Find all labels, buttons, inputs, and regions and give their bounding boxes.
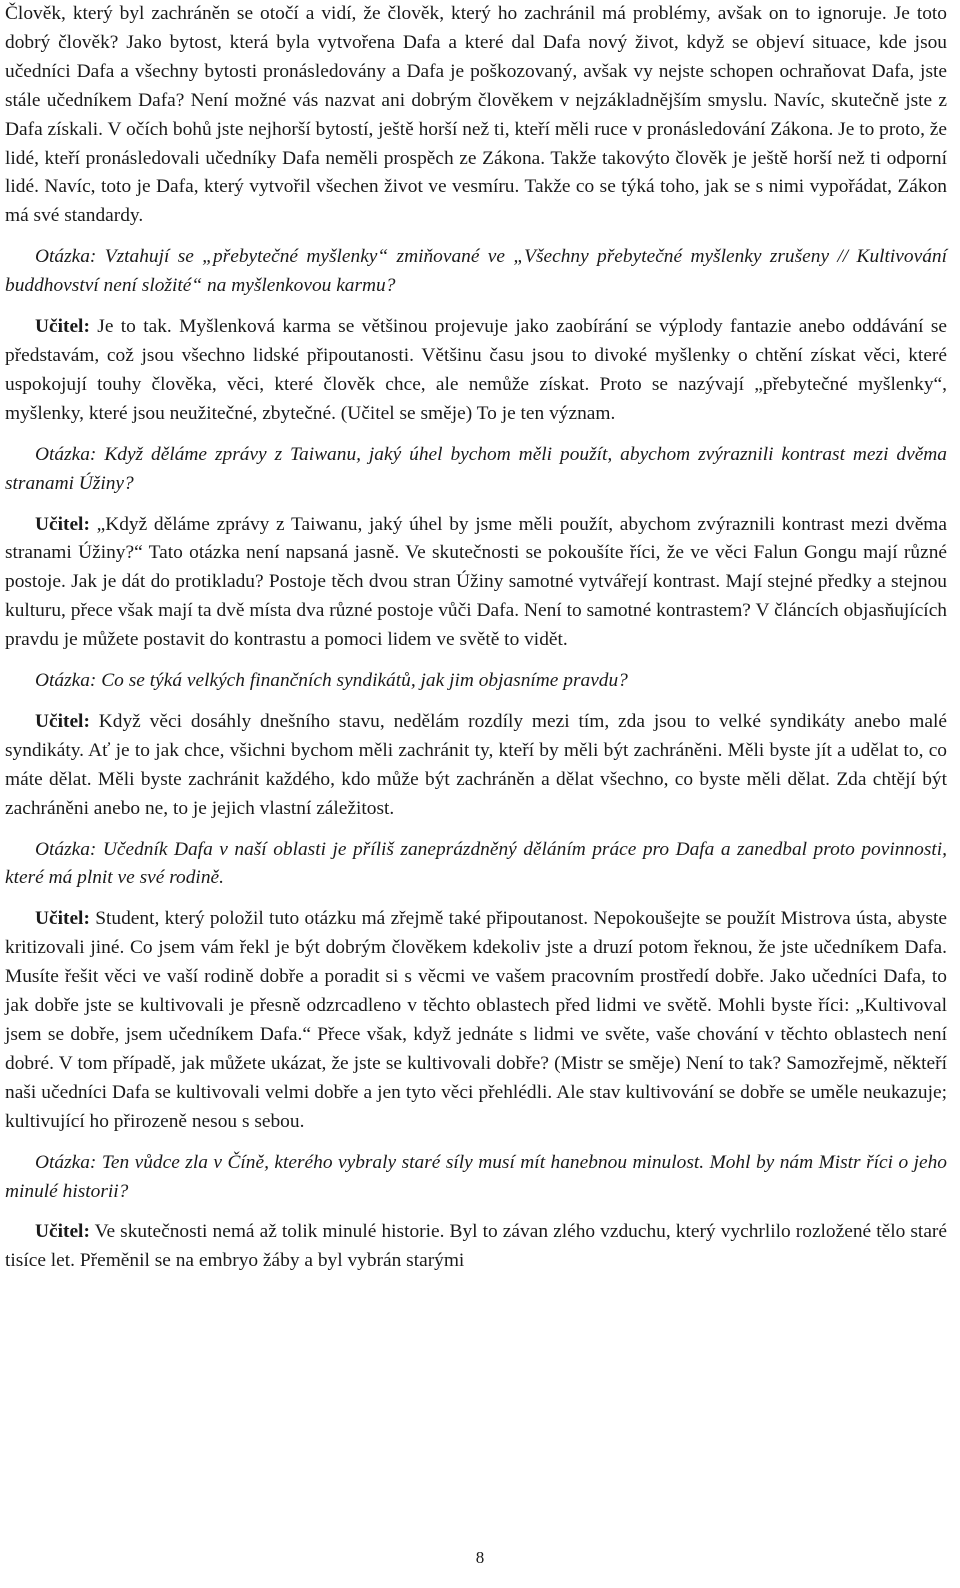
teacher-label: Učitel:: [35, 513, 90, 535]
answer-paragraph: [5, 708, 947, 824]
teacher-label: Učitel:: [35, 710, 90, 732]
teacher-label: Učitel:: [35, 908, 90, 930]
answer-paragraph: [5, 511, 947, 656]
question-paragraph: Otázka: Učedník Dafa v naší oblasti je příliš zaneprázdněný děláním práce pro Dafa a zanedbal proto povinnosti, které má plnit ve své rodině.: [5, 838, 947, 889]
answer-text: „Když děláme zprávy z Taiwanu, jaký úhel by jsme měli použít, abychom zvýraznili kontrast mezi dvěma stranami Úžiny?“ Tato otázka není napsaná jasně. Ve skutečnosti se pokoušíte říci, že ve věci Falun Gongu mají různé postoje. Jak je dát do protikladu? Postoje těch dvou stran Úžiny samotné vytvářejí kontrast. Mají stejné předky a stejnou kulturu, přece však mají ta dvě místa dva různé postoje vůči Dafa. Není to samotné kontrastem? V článcích objasňujících pravdu je můžete postavit do kontrastu a pomoci lidem ve světě to vidět.: [5, 513, 947, 651]
document-body: [5, 0, 947, 1276]
answer-text: Je to tak. Myšlenková karma se většinou projevuje jako zaobírání se výplody fantazie anebo oddávání se představám, což jsou všechno lidské připoutanosti. Většinu času jsou to divoké myšlenky o chtění získat věci, které uspokojují touhy člověka, věci, které člověk chce, ale nemůže získat. Proto se nazývají „přebytečné myšlenky“, myšlenky, které jsou neužitečné, zbytečné. (Učitel se směje) To je ten význam.: [5, 316, 947, 424]
question-paragraph: Otázka: Ten vůdce zla v Číně, kterého vybraly staré síly musí mít hanebnou minulost. Mohl by nám Mistr říci o jeho minulé historii?: [5, 1151, 947, 1202]
question-paragraph: Otázka: Když děláme zprávy z Taiwanu, jaký úhel bychom měli použít, abychom zvýraznili kontrast mezi dvěma stranami Úžiny?: [5, 443, 947, 494]
teacher-label: Učitel:: [35, 1221, 90, 1243]
answer-paragraph: [5, 1218, 947, 1276]
question-paragraph: Otázka: Co se týká velkých finančních syndikátů, jak jim objasníme pravdu?: [35, 670, 628, 692]
paragraph-intro: Člověk, který byl zachráněn se otočí a vidí, že člověk, který ho zachránil má problémy, avšak on to ignoruje. Je toto dobrý člověk? Jako bytost, která byla vytvořena Dafa a které dal Dafa nový život, když se objeví situace, kde jsou učedníci Dafa a všechny bytosti pronásledovány a Dafa je poškozovaný, avšak vy nejste schopen ochraňovat Dafa, jste stále učedníkem Dafa? Není možné vás nazvat ani dobrým člověkem v nejzákladnějším smyslu. Navíc, skutečně jste z Dafa získali. V očích bohů jste nejhorší bytostí, ještě horší než ti, kteří měli ruce v pronásledování Zákona. Je to proto, že lidé, kteří pronásledovali učedníky Dafa neměli prospěch ze Zákona. Takže takovýto člověk je ještě horší než ti odporní lidé. Navíc, toto je Dafa, který vytvořil všechen život ve vesmíru. Takže co se týká toho, jak se s nimi vypořádat, Zákon má své standardy.: [5, 3, 947, 227]
answer-text: Student, který položil tuto otázku má zřejmě také připoutanost. Nepokoušejte se použít Mistrova ústa, abyste kritizovali jiné. Co jsem vám řekl je být dobrým člověkem kdekoliv jste a druzí potom řeknou, že jste učedníkem Dafa. Musíte řešit věci ve vaší rodině dobře a poradit si s věcmi ve vašem pracovním prostředí dobře. Jako učedníci Dafa, to jak dobře jste se kultivovali je přesně odzrcadleno v těchto oblastech před lidmi ve světě. Mohli byste říci: „Kultivoval jsem se dobře, jsem učedníkem Dafa.“ Přece však, když jednáte s lidmi ve světe, vaše chování v těchto oblastech není dobré. V tom případě, jak můžete ukázat, že jste se kultivovali dobře? (Mistr se směje) Není to tak? Samozřejmě, někteří naši učedníci Dafa se kultivovali velmi dobře a jen tyto věci přehlédli. Ale stav kultivování se dobře se uměle neukazuje; kultivující ho přirozeně nesou s sebou.: [5, 908, 947, 1132]
answer-paragraph: [5, 313, 947, 429]
question-paragraph: Otázka: Vztahují se „přebytečné myšlenky“ zmiňované ve „Všechny přebytečné myšlenky zrušeny // Kultivování buddhovství není složité“ na myšlenkovou karmu?: [5, 246, 947, 297]
answer-text: Ve skutečnosti nemá až tolik minulé historie. Byl to závan zlého vzduchu, který vychrlilo rozložené tělo staré tisíce let. Přeměnil se na embryo žáby a byl vybrán starými: [5, 1221, 947, 1272]
page-number: 8: [475, 1548, 485, 1567]
answer-text: Když věci dosáhly dnešního stavu, nedělám rozdíly mezi tím, zda jsou to velké syndikáty anebo malé syndikáty. Ať je to jak chce, všichni bychom měli zachránit ty, kteří by měli být zachráněni. Měli byste jít a udělat to, co máte dělat. Měli byste zachránit každého, kdo může být zachráněn a dělat všechno, co byste měli dělat. Zda chtějí být zachráněni anebo ne, to je jejich vlastní záležitost.: [5, 710, 947, 819]
teacher-label: Učitel:: [35, 316, 90, 338]
answer-paragraph: [5, 905, 947, 1136]
